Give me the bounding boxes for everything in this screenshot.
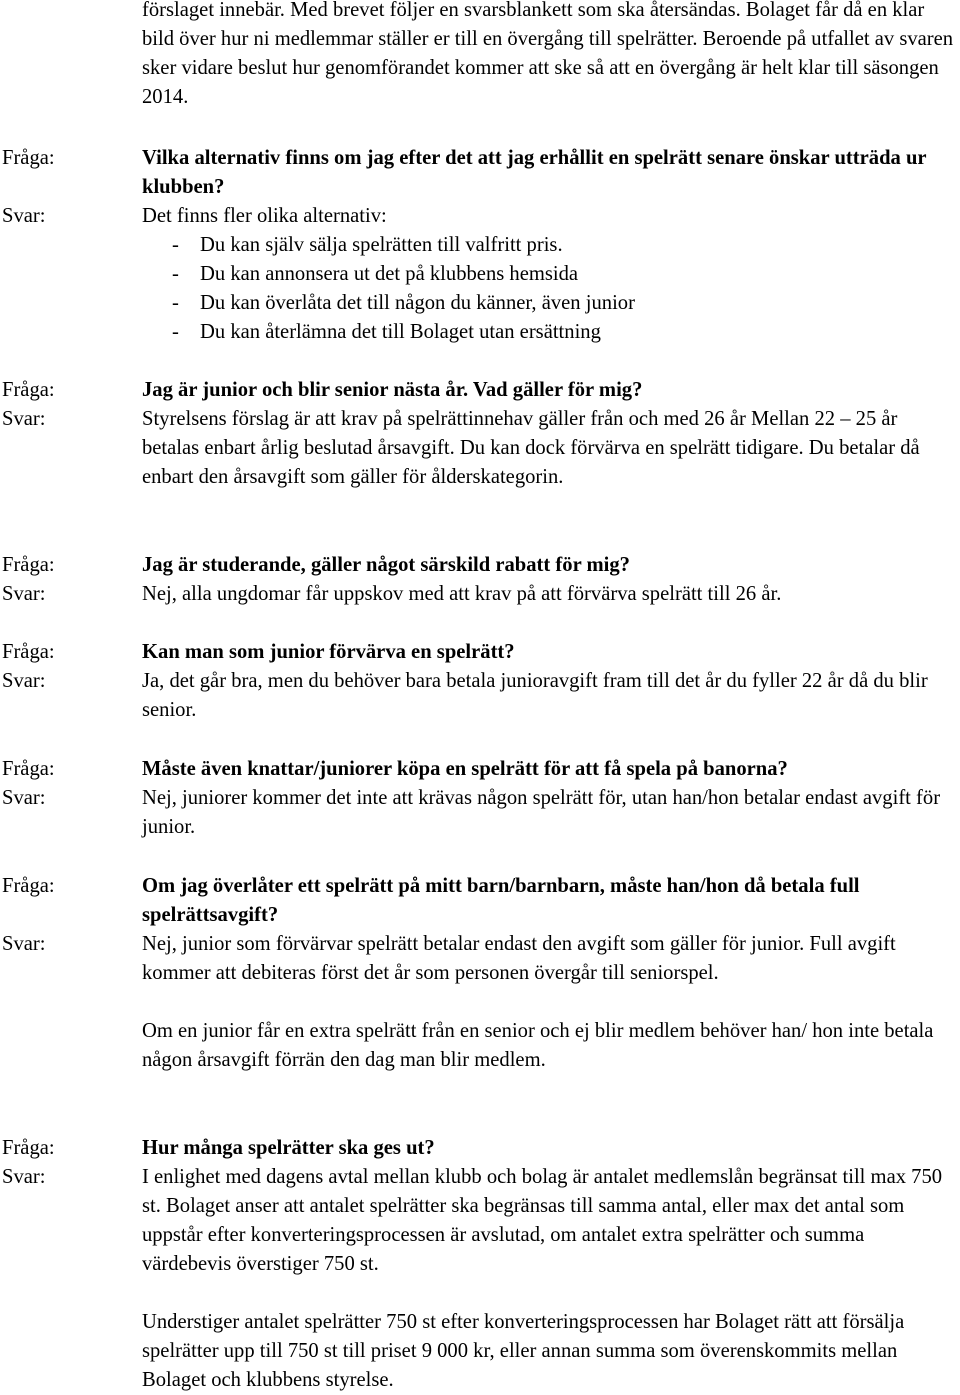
- list-item: - Du kan själv sälja spelrätten till valfritt pris.: [172, 234, 563, 256]
- answer-text: Styrelsens förslag är att krav på spelrättinnehav gäller från och med 26 år Mellan 22 – 25 år betalas enbart årlig beslutad årsavgift. Du kan dock förvärva en spelrätt tidigare. Du betalar då enbart den årsavgift som gäller för ålderskategorin.: [142, 408, 920, 488]
- question-text: Jag är studerande, gäller något särskild rabatt för mig?: [142, 554, 630, 576]
- question-label: Fråga:: [2, 641, 55, 663]
- qa-item: [142, 638, 957, 725]
- answer-label: Svar:: [2, 933, 46, 955]
- qa-item: [142, 376, 957, 492]
- question-label: Fråga:: [2, 1137, 55, 1159]
- answer-label: Svar:: [2, 670, 46, 692]
- question-label: Fråga:: [2, 758, 55, 780]
- intro-paragraph: förslaget innebär. Med brevet följer en svarsblankett som ska återsändas. Bolaget får då en klar bild över hur ni medlemmar ställer er till en övergång till spelrätter. Beroende på utfallet av svaren sker vidare beslut hur genomförandet kommer att ske så att en övergång är helt klar till säsongen 2014.: [142, 0, 954, 108]
- answer-label: Svar:: [2, 787, 46, 809]
- question-text: Vilka alternativ finns om jag efter det att jag erhållit en spelrätt senare önskar utträda ur klubben?: [142, 147, 927, 198]
- qa-item: [142, 551, 957, 609]
- list-item: - Du kan annonsera ut det på klubbens hemsida: [172, 263, 579, 285]
- answer-text: I enlighet med dagens avtal mellan klubb och bolag är antalet medlemslån begränsat till max 750 st. Bolaget anser att antalet spelrätter ska begränsas till samma antal, eller max det antal som uppstår efter konverteringsprocessen är avslutad, om antalet extra spelrätter och summa värdebevis överstiger 750 st.: [142, 1166, 943, 1275]
- answer-label: Svar:: [2, 583, 46, 605]
- options-list: [142, 231, 957, 347]
- qa-item: [142, 1134, 957, 1395]
- question-label: Fråga:: [2, 554, 55, 576]
- answer-text: Det finns fler olika alternativ:: [142, 205, 387, 227]
- question-text: Jag är junior och blir senior nästa år. Vad gäller för mig?: [142, 379, 643, 401]
- answer-text: Ja, det går bra, men du behöver bara betala junioravgift fram till det år du fyller 22 år då du blir senior.: [142, 670, 928, 721]
- qa-item: [142, 755, 957, 842]
- question-text: Hur många spelrätter ska ges ut?: [142, 1137, 435, 1159]
- answer-label: Svar:: [2, 408, 46, 430]
- answer-label: Svar:: [2, 205, 46, 227]
- answer-label: Svar:: [2, 1166, 46, 1188]
- question-label: Fråga:: [2, 379, 55, 401]
- extra-paragraph: Om en junior får en extra spelrätt från en senior och ej blir medlem behöver han/ hon inte betala någon årsavgift förrän den dag man blir medlem.: [142, 1020, 934, 1071]
- extra-paragraph: Understiger antalet spelrätter 750 st efter konverteringsprocessen har Bolaget rätt att försälja spelrätter upp till 750 st till priset 9 000 kr, eller annan summa som överenskommits mellan Bolaget och klubbens styrelse.: [142, 1311, 905, 1391]
- qa-item: [142, 144, 957, 347]
- qa-item: [142, 872, 957, 1075]
- question-text: Om jag överlåter ett spelrätt på mitt barn/barnbarn, måste han/hon då betala full spelrättsavgift?: [142, 875, 860, 926]
- question-label: Fråga:: [2, 875, 55, 897]
- answer-text: Nej, alla ungdomar får uppskov med att krav på att förvärva spelrätt till 26 år.: [142, 583, 782, 605]
- list-item: - Du kan återlämna det till Bolaget utan ersättning: [172, 321, 601, 343]
- list-item: - Du kan överlåta det till någon du känner, även junior: [172, 292, 635, 314]
- question-text: Kan man som junior förvärva en spelrätt?: [142, 641, 515, 663]
- question-text: Måste även knattar/juniorer köpa en spelrätt för att få spela på banorna?: [142, 758, 788, 780]
- question-label: Fråga:: [2, 147, 55, 169]
- answer-text: Nej, junior som förvärvar spelrätt betalar endast den avgift som gäller för junior. Full avgift kommer att debiteras först det år som personen övergår till seniorspel.: [142, 933, 896, 984]
- answer-text: Nej, juniorer kommer det inte att krävas någon spelrätt för, utan han/hon betalar endast avgift för junior.: [142, 787, 941, 838]
